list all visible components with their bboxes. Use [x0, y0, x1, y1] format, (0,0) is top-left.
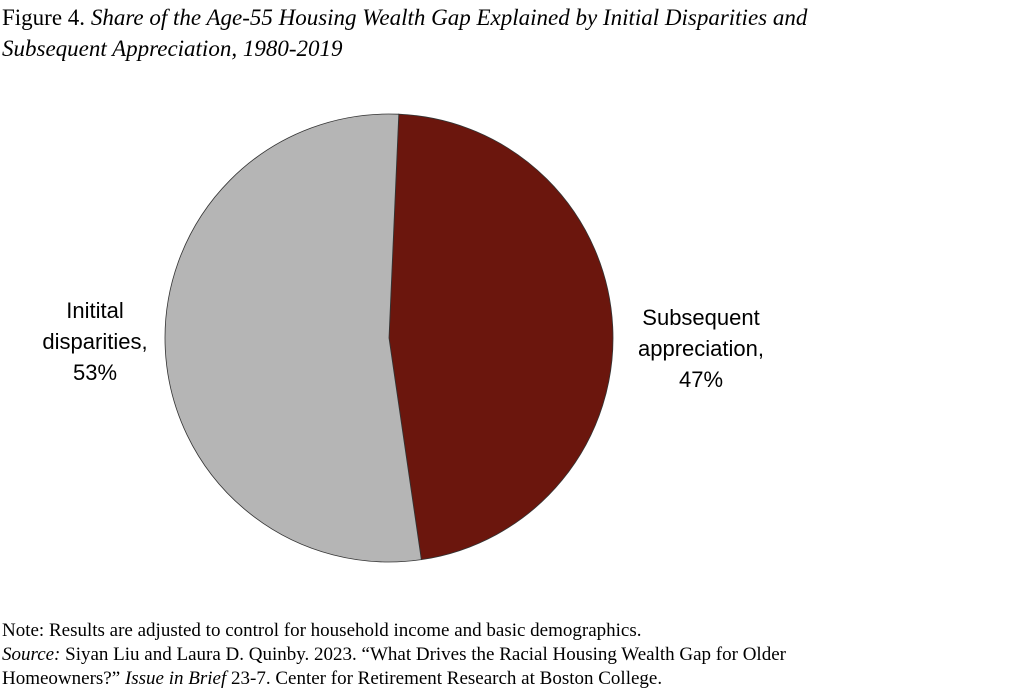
- slice-label-line: Initital: [66, 298, 124, 323]
- slice-label-subsequent-appreciation: [638, 305, 764, 392]
- slice-label-line: appreciation,: [638, 336, 764, 361]
- source-text-1: Siyan Liu and Laura D. Quinby. 2023. “What Drives the Racial Housing Wealth Gap for Older: [60, 644, 786, 665]
- source-text-3: 23-7. Center for Retirement Research at Boston College.: [226, 668, 663, 689]
- source-text: [2, 643, 1017, 667]
- source-label: Source:: [2, 644, 61, 665]
- slice-label-line: 53%: [72, 360, 118, 385]
- slice-label-line: disparities,: [42, 329, 148, 354]
- source-text-continued: [2, 667, 1017, 691]
- source-text-2: Homeowners?”: [2, 668, 125, 689]
- slice-label-line: 47%: [678, 367, 724, 392]
- source-publication: Issue in Brief: [124, 668, 227, 689]
- pie-slice-initital-disparities: [165, 114, 421, 562]
- slice-label-initital-disparities: [42, 298, 147, 385]
- pie-slice-subsequent-appreciation: [389, 114, 613, 559]
- figure-title: [2, 2, 1012, 64]
- figure-title-line-2: Subsequent Appreciation, 1980-2019: [2, 36, 343, 61]
- pie-slices: [165, 114, 613, 562]
- pie-chart: [0, 90, 1024, 590]
- note-text: Note: Results are adjusted to control for household income and basic demographics.: [2, 620, 642, 641]
- slice-label-line: Subsequent: [642, 305, 760, 330]
- figure-title-line-1: Share of the Age-55 Housing Wealth Gap Explained by Initial Disparities and: [90, 5, 808, 30]
- figure-footer: [2, 619, 1017, 691]
- figure-number: Figure 4.: [2, 5, 86, 30]
